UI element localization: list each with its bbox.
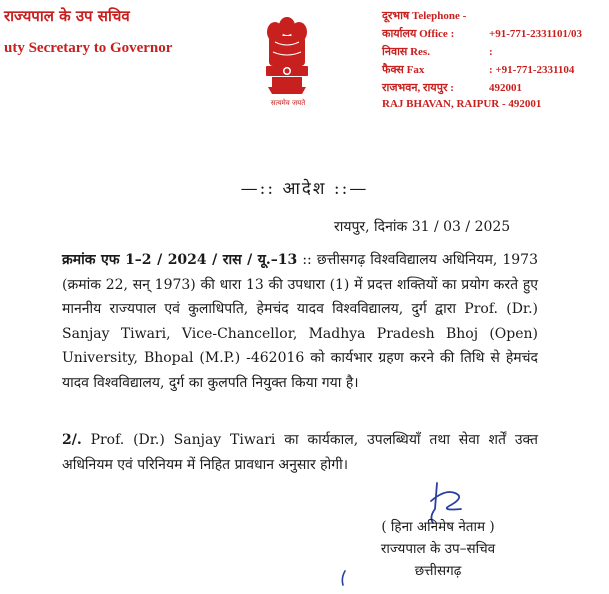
order-paragraph-2 <box>62 428 538 477</box>
contact-residence: निवास Res. : <box>382 46 493 58</box>
order-paragraph-1-text: :: छत्तीसगढ़ विश्वविद्यालय अधिनियम, 1973 (क्रमांक 22, सन् 1973) की धारा 13 की उपधारा (1) में प्रदत्त शक्तियों का प्रयोग करते हुए माननीय राज्यपाल एवं कुलाधिपति, हेमचंद यादव विश्वविद्यालय, दुर्ग द्वारा Prof. (Dr.) Sanjay Tiwari, Vice-Chancellor, Madhya Pradesh Bhoj (Open) University, Bhopal (M.P.) -462016 को कार्यभार ग्रहण करने की तिथि से हेमचंद यादव विश्वविद्यालय, दुर्ग का कुलपति नियुक्त किया गया है। <box>62 252 538 391</box>
signatory-block <box>338 516 538 582</box>
order-paragraph-1 <box>62 248 538 396</box>
state-emblem-icon <box>258 14 316 102</box>
order-title: —:: आदेश ::— <box>240 179 369 199</box>
contact-fax: फैक्स Fax : +91-771-2331104 <box>382 64 575 76</box>
order-date: रायपुर, दिनांक 31 / 03 / 2025 <box>334 219 511 235</box>
ink-mark <box>337 570 349 586</box>
contact-rajbhavan-hindi: राजभवन, रायपुर : 492001 <box>382 82 522 94</box>
signatory-name: ( हिना अनिमेष नेताम ) <box>381 519 495 535</box>
office-title-english: uty Secretary to Governor <box>4 40 173 56</box>
order-paragraph-2-text: Prof. (Dr.) Sanjay Tiwari का कार्यकाल, उपलब्धियॉं तथा सेवा शर्तें उक्त अधिनियम एवं परिनियम में निहित प्रावधान अनुसार होगी। <box>62 432 538 473</box>
contact-office: कार्यालय Office : +91-771-2331101/03 <box>382 28 583 40</box>
signatory-designation: राज्यपाल के उप–सचिव <box>380 541 496 557</box>
contact-telephone: दूरभाष Telephone - <box>382 10 467 22</box>
order-reference-number: क्रमांक एफ 1–2 / 2024 / रास / यू.–13 <box>62 252 298 268</box>
office-title-hindi: राज्यपाल के उप सचिव <box>4 7 130 25</box>
emblem-motto: सत्यमेव जयते <box>270 99 306 107</box>
paragraph-number: 2/. <box>62 432 82 448</box>
signatory-state: छत्तीसगढ़ <box>414 563 462 579</box>
contact-rajbhavan-english: RAJ BHAVAN, RAIPUR - 492001 <box>382 98 542 110</box>
